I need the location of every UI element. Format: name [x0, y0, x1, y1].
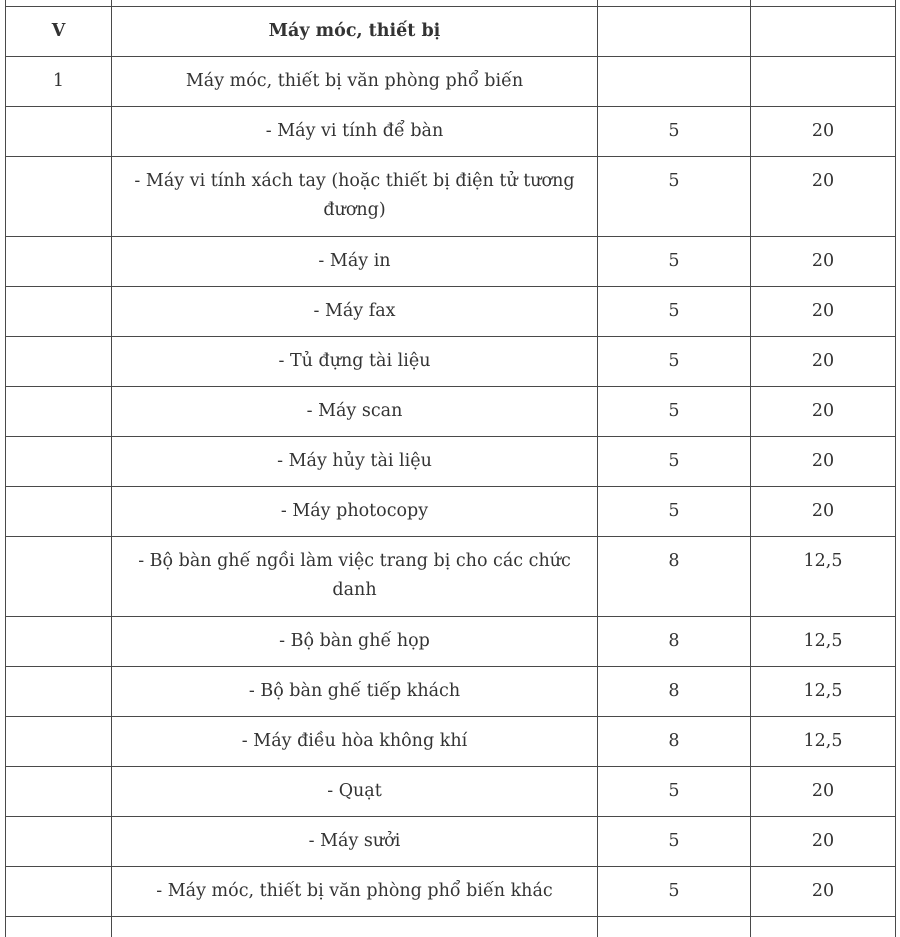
- table-row: [6, 867, 896, 917]
- useful-life-years: 8: [598, 717, 751, 767]
- group-number: 1: [6, 57, 112, 107]
- table-row: [6, 287, 896, 337]
- depreciation-rate: 20: [751, 337, 896, 387]
- useful-life-years: 5: [598, 387, 751, 437]
- asset-name: - Máy in: [112, 237, 598, 287]
- row-number-cell: [6, 717, 112, 767]
- asset-name: - Máy móc, thiết bị văn phòng phổ biến khác: [112, 867, 598, 917]
- group-rate-cell: [751, 57, 896, 107]
- group-years-cell: [598, 57, 751, 107]
- depreciation-rate: 20: [751, 157, 896, 237]
- depreciation-rate: 20: [751, 437, 896, 487]
- row-number-cell: [6, 437, 112, 487]
- row-number-cell: [6, 337, 112, 387]
- useful-life-years: 5: [598, 337, 751, 387]
- row-number-cell: [6, 487, 112, 537]
- row-number-cell: [6, 817, 112, 867]
- asset-name: - Máy sưởi: [112, 817, 598, 867]
- table-row: [6, 617, 896, 667]
- useful-life-years: 5: [598, 767, 751, 817]
- depreciation-rate: 12,5: [751, 717, 896, 767]
- row-number-cell: [6, 767, 112, 817]
- table-row: [6, 437, 896, 487]
- table-row: [6, 387, 896, 437]
- depreciation-rate: 12,5: [751, 537, 896, 617]
- table-row: [6, 717, 896, 767]
- section-years-cell: [598, 7, 751, 57]
- section-number: V: [6, 7, 112, 57]
- table-row: [6, 817, 896, 867]
- depreciation-rate: 20: [751, 817, 896, 867]
- row-number-cell: [6, 287, 112, 337]
- table-row: [6, 487, 896, 537]
- row-number-cell: [6, 237, 112, 287]
- depreciation-rate: 12,5: [751, 667, 896, 717]
- depreciation-rate: 20: [751, 387, 896, 437]
- asset-name: - Bộ bàn ghế tiếp khách: [112, 667, 598, 717]
- depreciation-rate: 20: [751, 107, 896, 157]
- asset-name: - Máy vi tính xách tay (hoặc thiết bị điện tử tương đương): [112, 157, 598, 237]
- asset-name: - Máy scan: [112, 387, 598, 437]
- group-row: [6, 57, 896, 107]
- useful-life-years: 5: [598, 867, 751, 917]
- asset-name: - Máy vi tính để bàn: [112, 107, 598, 157]
- table-row: [6, 667, 896, 717]
- table-row: [6, 337, 896, 387]
- depreciation-rate: 20: [751, 487, 896, 537]
- asset-name: - Quạt: [112, 767, 598, 817]
- table-row: [6, 537, 896, 617]
- row-number-cell: [6, 667, 112, 717]
- table-row: [6, 237, 896, 287]
- depreciation-rate: 20: [751, 867, 896, 917]
- asset-name: - Tủ đựng tài liệu: [112, 337, 598, 387]
- table-continuation-row: [6, 917, 896, 937]
- asset-name: - Bộ bàn ghế ngồi làm việc trang bị cho các chức danh: [112, 537, 598, 617]
- asset-name: - Máy điều hòa không khí: [112, 717, 598, 767]
- group-title: Máy móc, thiết bị văn phòng phổ biến: [112, 57, 598, 107]
- asset-name: - Máy hủy tài liệu: [112, 437, 598, 487]
- useful-life-years: 5: [598, 817, 751, 867]
- row-number-cell: [6, 387, 112, 437]
- table-row: [6, 767, 896, 817]
- row-number-cell: [6, 157, 112, 237]
- asset-name: - Máy fax: [112, 287, 598, 337]
- useful-life-years: 8: [598, 667, 751, 717]
- useful-life-years: 5: [598, 487, 751, 537]
- row-number-cell: [6, 107, 112, 157]
- table-row: [6, 157, 896, 237]
- table-row: [6, 107, 896, 157]
- depreciation-rate: 20: [751, 287, 896, 337]
- useful-life-years: 8: [598, 617, 751, 667]
- useful-life-years: 8: [598, 537, 751, 617]
- section-title: Máy móc, thiết bị: [112, 7, 598, 57]
- depreciation-rate: 20: [751, 767, 896, 817]
- depreciation-rate: 20: [751, 237, 896, 287]
- useful-life-years: 5: [598, 157, 751, 237]
- section-rate-cell: [751, 7, 896, 57]
- row-number-cell: [6, 617, 112, 667]
- asset-name: - Bộ bàn ghế họp: [112, 617, 598, 667]
- row-number-cell: [6, 867, 112, 917]
- useful-life-years: 5: [598, 287, 751, 337]
- asset-depreciation-table: [5, 0, 896, 937]
- section-row: [6, 7, 896, 57]
- useful-life-years: 5: [598, 107, 751, 157]
- asset-name: - Máy photocopy: [112, 487, 598, 537]
- useful-life-years: 5: [598, 437, 751, 487]
- row-number-cell: [6, 537, 112, 617]
- useful-life-years: 5: [598, 237, 751, 287]
- depreciation-rate: 12,5: [751, 617, 896, 667]
